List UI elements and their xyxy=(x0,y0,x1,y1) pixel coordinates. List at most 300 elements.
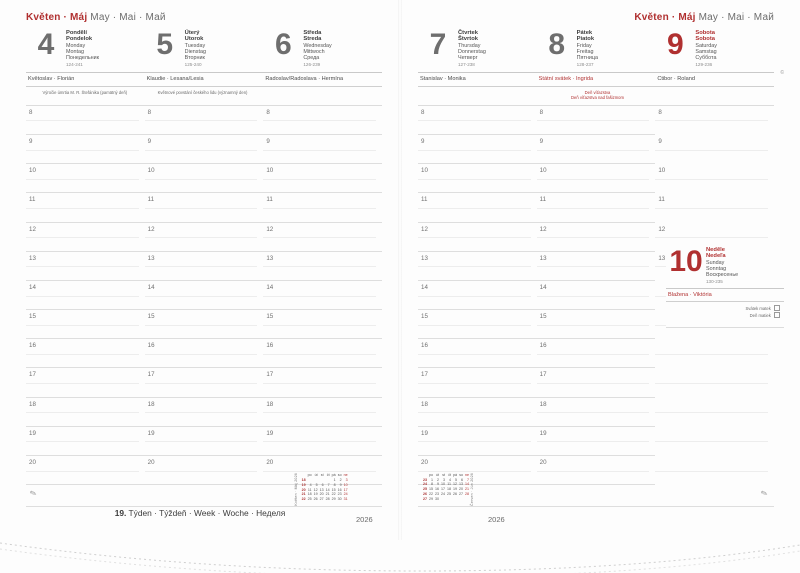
mini-calendar-day[interactable]: 19 xyxy=(313,492,318,497)
hour-slot[interactable] xyxy=(537,339,656,368)
hour-label: 14 xyxy=(147,283,155,291)
hour-slot[interactable] xyxy=(263,398,382,427)
mini-calendar-day[interactable]: 21 xyxy=(325,492,330,497)
hour-slot[interactable] xyxy=(418,368,537,397)
hour-slot[interactable] xyxy=(26,398,145,427)
hour-label: 20 xyxy=(266,459,274,467)
hour-slot[interactable] xyxy=(145,193,264,222)
mini-calendar-day[interactable]: 1 xyxy=(431,477,433,482)
hour-label: 12 xyxy=(29,225,36,233)
mini-calendar-day[interactable]: 16 xyxy=(337,487,342,492)
mini-calendar-day[interactable]: 14 xyxy=(465,482,469,487)
mini-calendar-weekday: st xyxy=(320,473,324,478)
masthead-right-month-translations: May · Mai · Май xyxy=(698,12,774,23)
mini-calendar-day[interactable]: 6 xyxy=(461,477,463,482)
mini-calendar-weekday: čt xyxy=(326,473,330,478)
mini-calendar-day[interactable]: 18 xyxy=(307,492,312,497)
hour-slot[interactable] xyxy=(263,368,382,397)
hour-column-wednesday[interactable] xyxy=(263,106,382,485)
hour-slot[interactable] xyxy=(537,223,656,252)
day-names-friday xyxy=(577,28,598,69)
half-hour-rule xyxy=(655,208,768,209)
half-hour-rule xyxy=(537,208,650,209)
half-hour-rule xyxy=(145,471,258,472)
mini-calendar-day[interactable]: 7 xyxy=(467,477,469,482)
hour-slot[interactable] xyxy=(537,368,656,397)
hour-label: 9 xyxy=(147,137,152,145)
day-name-ru: Вторник xyxy=(184,55,205,62)
half-hour-rule xyxy=(145,266,258,267)
hour-slot[interactable] xyxy=(537,427,656,456)
hour-slot[interactable] xyxy=(537,106,656,135)
hour-slot[interactable] xyxy=(418,281,537,310)
hour-slot[interactable] xyxy=(26,135,145,164)
hour-slot[interactable] xyxy=(263,135,382,164)
half-hour-rule xyxy=(26,150,139,151)
day-name-ru: Пятница xyxy=(576,55,599,62)
hour-slot[interactable] xyxy=(418,310,537,339)
nameday-tuesday: Klaudie · Lesana/Lesia xyxy=(146,76,204,83)
hour-slot[interactable] xyxy=(537,135,656,164)
hour-slot[interactable] xyxy=(26,427,145,456)
mini-calendar-day[interactable]: 28 xyxy=(465,491,469,496)
hour-slot[interactable] xyxy=(26,368,145,397)
note-wednesday xyxy=(261,87,382,105)
masthead-right xyxy=(418,12,774,26)
hour-column-monday[interactable] xyxy=(26,106,145,485)
note-saturday xyxy=(656,87,774,105)
mini-calendar-day[interactable]: 20 xyxy=(319,492,324,497)
half-hour-rule xyxy=(263,120,376,121)
mini-calendar-day[interactable]: 23 xyxy=(435,491,439,496)
hour-slot[interactable] xyxy=(418,164,537,193)
mini-calendar-day[interactable]: 2 xyxy=(339,478,342,483)
mini-calendar-day[interactable]: 30 xyxy=(337,496,342,501)
half-hour-rule xyxy=(145,441,258,442)
half-hour-rule xyxy=(26,266,139,267)
day-name-ru: Среда xyxy=(303,55,320,62)
day-name-en: Monday xyxy=(66,42,86,49)
day-name-cs: Pátek xyxy=(576,30,593,36)
half-hour-rule xyxy=(537,354,650,355)
mini-calendar-weekday: ne xyxy=(343,473,348,478)
hour-label: 17 xyxy=(29,371,36,379)
mini-calendar-day[interactable]: 24 xyxy=(441,491,445,496)
mini-calendar-day[interactable]: 28 xyxy=(325,496,330,501)
hour-slot[interactable] xyxy=(655,193,774,222)
mini-calendar-day[interactable]: 31 xyxy=(343,496,348,501)
half-hour-rule xyxy=(263,325,376,326)
mini-calendar-day[interactable]: 8 xyxy=(333,482,336,487)
mini-calendar-day[interactable]: 16 xyxy=(435,487,439,492)
half-hour-rule xyxy=(418,412,531,413)
pencil-cell-sunday[interactable] xyxy=(655,485,774,507)
hour-label: 8 xyxy=(539,108,544,116)
half-hour-rule xyxy=(537,150,650,151)
day-header-saturday[interactable] xyxy=(655,28,774,69)
hour-slot[interactable] xyxy=(263,252,382,281)
hour-slot[interactable] xyxy=(145,281,264,310)
hour-slot[interactable] xyxy=(537,252,656,281)
mini-calendar-day[interactable]: 1 xyxy=(333,478,336,483)
hour-slot[interactable] xyxy=(145,252,264,281)
mini-calendar-day[interactable]: 25 xyxy=(307,496,312,501)
mini-calendar-day[interactable]: 22 xyxy=(429,491,433,496)
pencil-cell-monday[interactable] xyxy=(26,485,145,507)
hour-label: 9 xyxy=(29,137,33,145)
hour-slot[interactable] xyxy=(655,456,774,485)
day-header-sunday[interactable] xyxy=(666,245,784,289)
half-hour-rule xyxy=(263,412,376,413)
hour-label: 20 xyxy=(147,459,155,467)
mini-calendar-day[interactable]: 10 xyxy=(343,482,348,487)
mini-calendar-day[interactable]: 18 xyxy=(447,487,451,492)
hour-slot[interactable] xyxy=(145,223,264,252)
hour-slot[interactable] xyxy=(145,310,264,339)
mini-calendar-weekday: út xyxy=(314,473,318,478)
pencil-cell-tuesday[interactable] xyxy=(145,485,264,507)
day-number-friday: 8 xyxy=(548,28,566,61)
day-header-wednesday[interactable] xyxy=(263,28,382,69)
mini-calendar-day[interactable]: 21 xyxy=(465,487,469,492)
hour-slot[interactable] xyxy=(26,106,145,135)
mini-calendar-day[interactable]: 12 xyxy=(453,482,457,487)
half-hour-rule xyxy=(418,237,531,238)
half-hour-rule xyxy=(26,325,139,326)
half-hour-rule xyxy=(537,296,650,297)
mini-calendar-day[interactable]: 3 xyxy=(345,478,348,483)
page-bottom-edge xyxy=(0,537,800,573)
hour-slot[interactable] xyxy=(26,456,145,485)
hour-label: 18 xyxy=(29,400,36,408)
hour-slot[interactable] xyxy=(537,456,656,485)
day-header-monday[interactable] xyxy=(26,28,145,69)
day-name-cs: Pondělí xyxy=(66,30,87,36)
mini-calendar-day[interactable]: 9 xyxy=(339,482,342,487)
day-name-de: Freitag xyxy=(576,48,594,55)
day-number-saturday: 9 xyxy=(667,28,684,61)
hour-label: 14 xyxy=(421,283,428,291)
hour-slot[interactable] xyxy=(145,368,264,397)
hour-label: 16 xyxy=(29,342,36,350)
hour-slot[interactable] xyxy=(418,193,537,222)
hour-column-friday[interactable] xyxy=(537,106,656,485)
mini-calendar-day[interactable]: 29 xyxy=(331,496,336,501)
hour-label: 8 xyxy=(147,108,152,116)
half-hour-rule xyxy=(418,150,531,151)
day-name-en: Friday xyxy=(576,42,592,49)
hour-label: 10 xyxy=(539,167,547,175)
day-of-year-wednesday: 126-239 xyxy=(303,62,321,68)
half-hour-rule xyxy=(26,296,139,297)
hour-slot[interactable] xyxy=(418,252,537,281)
checkbox-icon[interactable] xyxy=(774,312,780,318)
hour-column-tuesday[interactable] xyxy=(145,106,264,485)
hour-slot[interactable] xyxy=(418,106,537,135)
hour-label: 13 xyxy=(539,254,547,262)
hour-slot[interactable] xyxy=(26,252,145,281)
mini-calendar-day[interactable]: 25 xyxy=(447,491,451,496)
day-name-sk: Streda xyxy=(303,36,322,43)
half-hour-rule xyxy=(263,471,376,472)
hour-label: 16 xyxy=(266,342,274,350)
right-page xyxy=(400,0,800,540)
half-hour-rule xyxy=(26,179,139,180)
half-hour-rule xyxy=(537,325,650,326)
day-name-sk: Štvrtok xyxy=(458,36,478,43)
hour-slot[interactable] xyxy=(263,281,382,310)
nameday-wednesday: Radoslav/Radoslava · Hermína xyxy=(265,76,344,83)
mini-calendar-day[interactable]: 5 xyxy=(315,482,318,487)
day-name-cs: Neděle xyxy=(706,247,726,253)
hour-label: 17 xyxy=(539,371,547,379)
pencil-cell-friday[interactable] xyxy=(537,485,656,507)
half-hour-rule xyxy=(418,120,531,121)
half-hour-rule xyxy=(26,441,139,442)
mini-calendar-day[interactable]: 12 xyxy=(313,487,318,492)
mini-calendar-may xyxy=(294,473,349,506)
hour-grid-left xyxy=(26,106,382,485)
day-name-cs: Středa xyxy=(303,30,322,36)
mini-calendar-day[interactable]: 4 xyxy=(309,482,312,487)
hour-slot[interactable] xyxy=(145,106,264,135)
day-header-thursday[interactable] xyxy=(418,28,537,69)
half-hour-rule xyxy=(145,150,258,151)
day-name-de: Montag xyxy=(66,48,84,55)
half-hour-rule xyxy=(537,120,650,121)
hour-slot[interactable] xyxy=(26,193,145,222)
hour-slot[interactable] xyxy=(145,339,264,368)
hour-slot[interactable] xyxy=(655,368,774,397)
half-hour-rule xyxy=(418,325,531,326)
hour-label: 10 xyxy=(658,167,666,175)
mini-calendar-week-number: 24 xyxy=(423,482,427,487)
hour-label: 12 xyxy=(539,225,547,233)
hour-slot[interactable] xyxy=(145,398,264,427)
half-hour-rule xyxy=(655,412,768,413)
hour-slot[interactable] xyxy=(418,339,537,368)
hour-slot[interactable] xyxy=(263,193,382,222)
mini-calendar-weekday: pá xyxy=(331,473,336,478)
hour-slot[interactable] xyxy=(263,164,382,193)
mini-calendar-day[interactable]: 26 xyxy=(453,491,457,496)
hour-label: 20 xyxy=(539,459,547,467)
masthead-left xyxy=(26,12,382,26)
nameday-sunday: Blažena · Viktória xyxy=(668,291,712,298)
masthead-left-month-translations: May · Mai · Май xyxy=(90,12,166,23)
hour-label: 8 xyxy=(421,108,425,116)
mini-calendar-day[interactable]: 13 xyxy=(319,487,324,492)
hour-label: 11 xyxy=(147,196,155,204)
hour-slot[interactable] xyxy=(537,281,656,310)
day-of-year-thursday: 127-238 xyxy=(458,62,475,68)
week-footer xyxy=(0,508,400,518)
day-number-sunday: 10 xyxy=(669,245,703,278)
hour-slot[interactable] xyxy=(537,398,656,427)
day-name-sk: Pondelok xyxy=(66,36,93,43)
day-name-cs: Sobota xyxy=(695,30,715,36)
hour-slot[interactable] xyxy=(655,164,774,193)
day-header-row-right xyxy=(418,28,774,73)
notes-row-left xyxy=(26,87,382,106)
day-name-de: Mittwoch xyxy=(303,48,325,55)
hour-slot[interactable] xyxy=(263,339,382,368)
mini-calendar-weekday: po xyxy=(307,473,312,478)
day-names-thursday xyxy=(458,28,486,69)
hour-slot[interactable] xyxy=(655,106,774,135)
mini-calendar-day[interactable]: 24 xyxy=(343,492,348,497)
mini-calendar-day[interactable]: 22 xyxy=(331,492,336,497)
pencil-icon: ✎ xyxy=(759,488,770,500)
hour-slot[interactable] xyxy=(655,427,774,456)
hour-slot[interactable] xyxy=(263,106,382,135)
hour-slot[interactable] xyxy=(418,427,537,456)
half-hour-rule xyxy=(418,266,531,267)
mini-calendar-day[interactable]: 27 xyxy=(319,496,324,501)
day-header-friday[interactable] xyxy=(537,28,656,69)
mini-calendar-day[interactable]: 26 xyxy=(313,496,318,501)
hour-slot[interactable] xyxy=(263,310,382,339)
day-name-sk: Sobota xyxy=(695,36,715,43)
mini-calendar-day[interactable]: 11 xyxy=(447,482,451,487)
half-hour-rule xyxy=(145,354,258,355)
half-hour-rule xyxy=(263,354,376,355)
note-friday xyxy=(539,87,657,105)
hour-slot[interactable] xyxy=(26,281,145,310)
half-hour-rule xyxy=(418,208,531,209)
note-sunday-text: Svátek matek xyxy=(745,305,771,311)
hour-slot[interactable] xyxy=(263,427,382,456)
mini-calendar-day[interactable]: 5 xyxy=(455,477,457,482)
hour-slot[interactable] xyxy=(26,164,145,193)
mini-calendar-day[interactable]: 17 xyxy=(441,487,445,492)
hour-slot[interactable] xyxy=(418,398,537,427)
mini-calendar-day[interactable]: 29 xyxy=(429,496,433,501)
day-name-de: Dienstag xyxy=(184,48,206,55)
mini-calendar-day[interactable]: 17 xyxy=(343,487,348,492)
nameday-saturday: Ctibor · Roland xyxy=(657,76,695,83)
hour-slot[interactable] xyxy=(145,135,264,164)
mini-calendar-day[interactable]: 3 xyxy=(443,477,445,482)
half-hour-rule xyxy=(263,441,376,442)
page-corner-mark: © xyxy=(780,70,784,76)
hour-label: 12 xyxy=(421,225,428,233)
hour-label: 12 xyxy=(266,225,274,233)
hour-label: 8 xyxy=(266,108,270,116)
mini-calendar-year-right: 2026 xyxy=(488,515,505,524)
mini-calendar-day[interactable]: 6 xyxy=(321,482,324,487)
hour-slot[interactable] xyxy=(145,427,264,456)
half-hour-rule xyxy=(655,354,768,355)
hour-slot[interactable] xyxy=(537,193,656,222)
mini-calendar-day[interactable]: 23 xyxy=(337,492,342,497)
hour-slot[interactable] xyxy=(655,339,774,368)
mini-calendar-day[interactable]: 7 xyxy=(327,482,330,487)
day-name-en: Tuesday xyxy=(184,42,206,49)
half-hour-rule xyxy=(145,120,258,121)
half-hour-rule xyxy=(418,354,531,355)
mini-calendar-day[interactable]: 9 xyxy=(437,482,439,487)
note-sunday xyxy=(666,302,784,328)
mini-calendar-week-number: 18 xyxy=(301,478,306,483)
checkbox-icon[interactable] xyxy=(774,305,780,311)
hour-slot[interactable] xyxy=(537,310,656,339)
mini-calendar-day[interactable]: 8 xyxy=(431,482,433,487)
day-name-cs: Úterý xyxy=(184,30,200,36)
hour-slot[interactable] xyxy=(655,398,774,427)
hour-slot[interactable] xyxy=(145,456,264,485)
hour-slot[interactable] xyxy=(418,135,537,164)
mini-calendar-day[interactable]: 4 xyxy=(449,477,451,482)
hour-label: 9 xyxy=(539,137,544,145)
hour-column-thursday[interactable] xyxy=(418,106,537,485)
mini-calendar-week-number: 20 xyxy=(301,487,306,492)
half-hour-rule xyxy=(26,120,139,121)
half-hour-rule xyxy=(263,208,376,209)
hour-label: 13 xyxy=(658,254,666,262)
mini-calendar-day[interactable]: 19 xyxy=(453,487,457,492)
mini-calendar-weekday: út xyxy=(436,473,439,478)
mini-calendar-day[interactable]: 13 xyxy=(459,482,463,487)
mini-calendar-week-number: 27 xyxy=(423,496,427,501)
mini-calendar-year-left: 2026 xyxy=(356,515,373,524)
hour-slot[interactable] xyxy=(263,223,382,252)
day-of-year-tuesday: 125-240 xyxy=(184,62,202,68)
hour-label: 19 xyxy=(29,429,36,437)
day-name-de: Sonntag xyxy=(706,265,727,272)
half-hour-rule xyxy=(537,412,650,413)
mini-calendar-day[interactable]: 30 xyxy=(435,496,439,501)
day-header-row-left xyxy=(26,28,382,73)
half-hour-rule xyxy=(537,383,650,384)
hour-slot[interactable] xyxy=(655,135,774,164)
hour-label: 20 xyxy=(421,459,428,467)
mini-calendar-week-number: 23 xyxy=(423,477,427,482)
hour-slot[interactable] xyxy=(537,164,656,193)
hour-label: 18 xyxy=(421,400,428,408)
mini-calendar-week-number: 21 xyxy=(301,492,306,497)
hour-slot[interactable] xyxy=(418,223,537,252)
day-names-saturday xyxy=(695,28,717,69)
mini-calendar-may-table xyxy=(301,473,349,501)
mini-calendar-day[interactable]: 14 xyxy=(325,487,330,492)
day-names-sunday xyxy=(706,245,738,286)
hour-label: 19 xyxy=(539,429,547,437)
hour-slot[interactable] xyxy=(26,339,145,368)
nameday-friday: Státní svátek · Ingrida xyxy=(538,76,594,83)
note-friday-text: Deň víťazstva nad fašizmom xyxy=(571,94,625,100)
mini-calendar-day[interactable]: 15 xyxy=(429,487,433,492)
mini-calendar-day[interactable]: 10 xyxy=(441,482,445,487)
day-name-sk: Nedeľa xyxy=(706,253,726,260)
hour-slot[interactable] xyxy=(26,310,145,339)
week-number: 19. xyxy=(114,508,127,518)
hour-slot[interactable] xyxy=(145,164,264,193)
mini-calendar-june-body xyxy=(422,473,470,501)
hour-label: 19 xyxy=(266,429,274,437)
day-header-tuesday[interactable] xyxy=(145,28,264,69)
mini-calendar-day[interactable]: 27 xyxy=(459,491,463,496)
mini-calendar-day[interactable]: 2 xyxy=(437,477,439,482)
hour-label: 16 xyxy=(539,342,547,350)
half-hour-rule xyxy=(145,208,258,209)
mini-calendar-day[interactable]: 11 xyxy=(307,487,312,492)
mini-calendar-day[interactable]: 20 xyxy=(459,487,463,492)
mini-calendar-day[interactable]: 15 xyxy=(331,487,336,492)
hour-label: 15 xyxy=(421,313,428,321)
hour-label: 12 xyxy=(147,225,155,233)
hour-slot[interactable] xyxy=(26,223,145,252)
